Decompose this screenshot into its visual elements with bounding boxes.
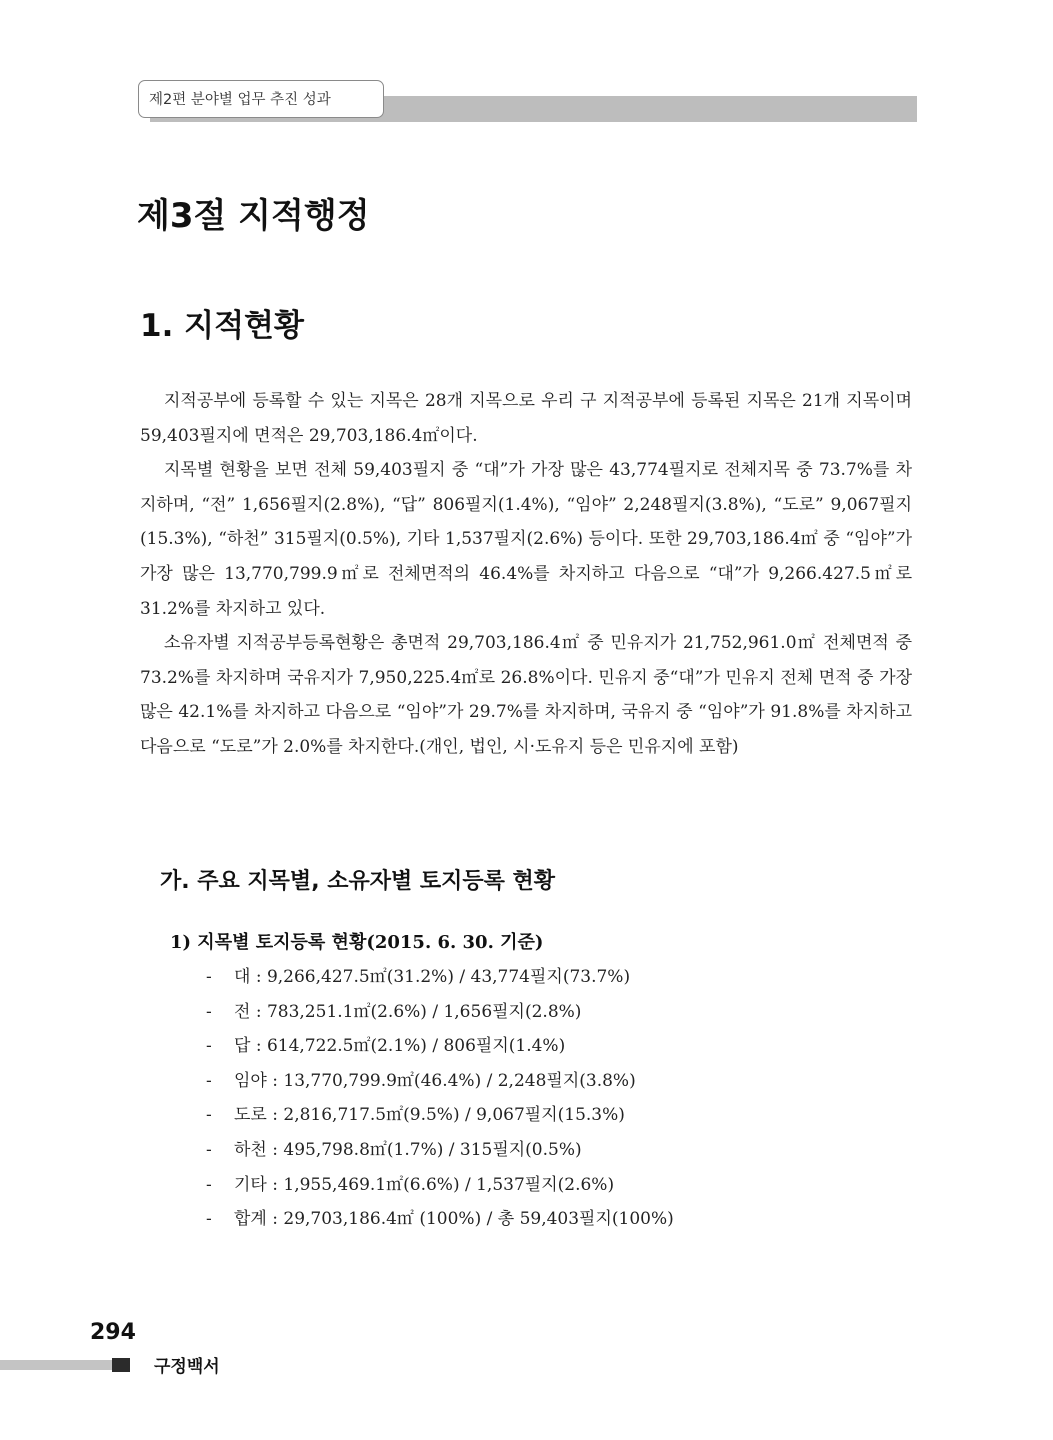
dash-marker: - bbox=[206, 1036, 212, 1057]
dash-marker: - bbox=[206, 1139, 212, 1160]
stat-text: 하천 : 495,798.8㎡(1.7%) / 315필지(0.5%) bbox=[234, 1139, 582, 1160]
stat-text: 답 : 614,722.5㎡(2.1%) / 806필지(1.4%) bbox=[234, 1036, 566, 1057]
list-item bbox=[206, 1029, 674, 1064]
part-label: 제2편 분야별 업무 추진 성과 bbox=[138, 80, 384, 118]
dash-marker: - bbox=[206, 1209, 212, 1230]
list-item bbox=[206, 1168, 674, 1203]
paragraph: 지적공부에 등록할 수 있는 지목은 28개 지목으로 우리 구 지적공부에 등록된 지목은 21개 지목이며 59,403필지에 면적은 29,703,186.4㎡이다. bbox=[140, 391, 912, 446]
dash-marker: - bbox=[206, 967, 212, 987]
list-item bbox=[206, 995, 674, 1030]
chapter-title: 제3절 지적행정 bbox=[137, 196, 370, 236]
subsubsection-title: 1) 지목별 토지등록 현황(2015. 6. 30. 기준) bbox=[170, 932, 544, 953]
stat-text: 임야 : 13,770,799.9㎡(46.4%) / 2,248필지(3.8%) bbox=[234, 1070, 636, 1091]
list-item bbox=[206, 1064, 674, 1099]
footer-square-marker bbox=[112, 1358, 130, 1372]
dash-marker: - bbox=[206, 1174, 212, 1195]
subsection-title: 가. 주요 지목별, 소유자별 토지등록 현황 bbox=[160, 869, 556, 894]
section-title: 1. 지적현황 bbox=[140, 308, 304, 344]
footer-bar bbox=[0, 1360, 112, 1370]
body-text bbox=[140, 384, 912, 765]
list-item bbox=[206, 1202, 674, 1237]
dash-marker: - bbox=[206, 1105, 212, 1126]
stat-text: 합계 : 29,703,186.4㎡ (100%) / 총 59,403필지(100%) bbox=[234, 1209, 674, 1230]
stat-text: 기타 : 1,955,469.1㎡(6.6%) / 1,537필지(2.6%) bbox=[234, 1174, 615, 1195]
stat-text: 대 : 9,266,427.5㎡(31.2%) / 43,774필지(73.7%) bbox=[234, 967, 631, 987]
paragraph: 지목별 현황을 보면 전체 59,403필지 중 “대”가 가장 많은 43,774필지로 전체지목 중 73.7%를 차지하며, “전” 1,656필지(2.8%), “답” 806필지(1.4%), “임야” 2,248필지(3.8%), “도로” 9,067필지(15.3%), “하천” 315필지(0.5%), 기타 1,537필지(2.6%) 등이다. 또한 29,703,186.4㎡ 중 “임야”가 가장 많은 13,770,799.9㎡로 전체면적의 46.4%를 차지하고 다음으로 “대”가 9,266.427.5㎡로 31.2%를 차지하고 있다. bbox=[140, 460, 912, 619]
list-item bbox=[206, 1098, 674, 1133]
stat-text: 도로 : 2,816,717.5㎡(9.5%) / 9,067필지(15.3%) bbox=[234, 1105, 625, 1126]
dash-marker: - bbox=[206, 1070, 212, 1091]
book-title: 구정백서 bbox=[154, 1357, 220, 1377]
list-item bbox=[206, 960, 674, 995]
stat-text: 전 : 783,251.1㎡(2.6%) / 1,656필지(2.8%) bbox=[234, 1001, 582, 1022]
land-stats-list bbox=[206, 960, 674, 1237]
page-number: 294 bbox=[90, 1320, 136, 1345]
list-item bbox=[206, 1133, 674, 1168]
paragraph: 소유자별 지적공부등록현황은 총면적 29,703,186.4㎡ 중 민유지가 21,752,961.0㎡ 전체면적 중 73.2%를 차지하며 국유지가 7,950,225.4㎡로 26.8%이다. 민유지 중“대”가 민유지 전체 면적 중 가장 많은 42.1%를 차지하고 다음으로 “임야”가 29.7%를 차지하며, 국유지 중 “임야”가 91.8%를 차지하고 다음으로 “도로”가 2.0%를 차지한다.(개인, 법인, 시·도유지 등은 민유지에 포함) bbox=[140, 633, 912, 757]
dash-marker: - bbox=[206, 1001, 212, 1022]
